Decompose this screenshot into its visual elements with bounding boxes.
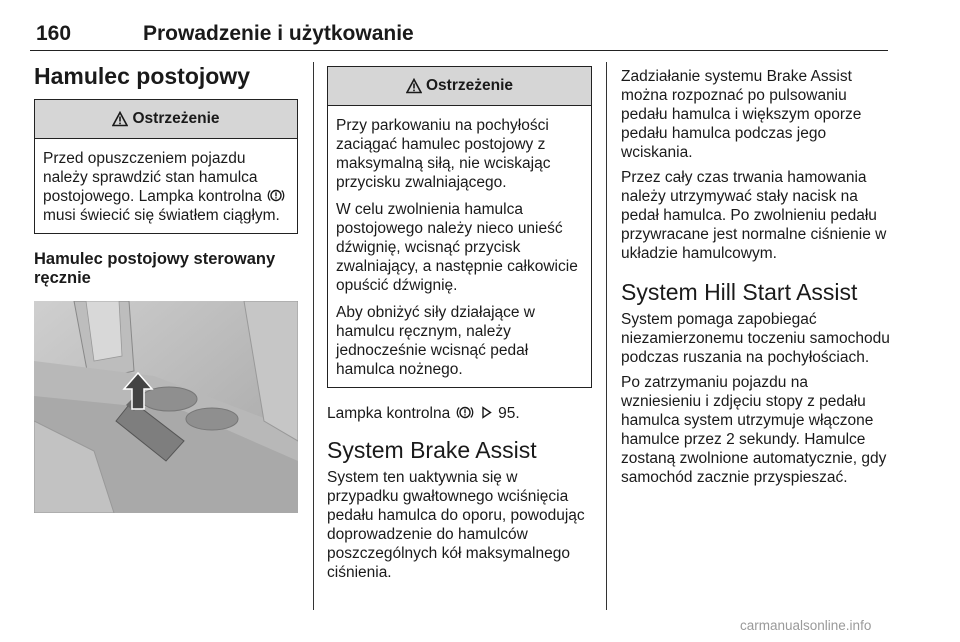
warning-header (328, 67, 591, 106)
page-reference-arrow-icon[interactable] (481, 406, 492, 419)
warning-paragraph: Przy parkowaniu na pochyłości zaciągać hamulec postojowy z maksymalną siłą, nie wciskając przycisku zwalniającego. (336, 117, 551, 191)
warning-paragraph: Aby obniżyć siły działające w hamulcu ręcznym, należy jednocześnie wcisnąć pedał hamulca nożnego. (336, 304, 536, 378)
hill-start-paragraph: Po zatrzymaniu pojazdu na wzniesieniu i zdjęciu stopy z pedału hamulca system utrzymuje włączone hamulce przez 2 sekundy. Hamulce zostaną zwolnione automatycznie, gdy samochód zacznie przyspieszać. (621, 373, 887, 486)
warning-text: Przed opuszczeniem pojazdu należy sprawdzić stan hamulca postojowego. Lampka kontrolna musi świecić się światłem ciągłym. (43, 149, 289, 225)
page-header (30, 0, 888, 51)
brake-assist-paragraph: System ten uaktywnia się w przypadku gwałtownego wciśnięcia pedału hamulca do oporu, powodując doprowadzenie do hamulców poszczególnych kół maksymalnego ciśnienia. (327, 468, 585, 581)
section-heading-parking-brake: Hamulec postojowy (34, 63, 250, 89)
page-reference-link[interactable]: 95. (498, 405, 520, 422)
column-2 (327, 66, 592, 588)
column-1 (34, 55, 298, 513)
warning-triangle-icon (406, 78, 422, 94)
warning-box (34, 99, 298, 234)
warning-body (328, 106, 591, 387)
warning-triangle-icon (112, 111, 128, 127)
body-paragraph: Zadziałanie systemu Brake Assist można rozpoznać po pulsowaniu pedału hamulca i większym oporze pedału hamulca podczas jego wciskania. (621, 68, 862, 161)
column-divider (313, 62, 314, 610)
running-header-title: Prowadzenie i użytkowanie (143, 22, 414, 45)
warning-header (35, 100, 297, 139)
watermark: carmanualsonline.info (740, 618, 872, 633)
section-heading-hill-start-assist: System Hill Start Assist (621, 279, 858, 305)
warning-title: Ostrzeżenie (132, 109, 220, 127)
subheading-manual-parking-brake: Hamulec postojowy sterowany ręcznie (34, 249, 276, 288)
page-number: 160 (36, 22, 72, 45)
warning-body (35, 139, 297, 233)
section-heading-brake-assist: System Brake Assist (327, 437, 537, 463)
warning-title: Ostrzeżenie (425, 77, 513, 94)
parking-brake-lever-illustration (34, 301, 298, 513)
warning-paragraph: W celu zwolnienia hamulca postojowego należy nieco unieść dźwignię, wcisnąć przycisk zwalniający, a następnie całkowicie opuścić dźwignię. (336, 201, 578, 294)
warning-box (327, 66, 592, 388)
body-paragraph: Przez cały czas trwania hamowania należy utrzymywać stały nacisk na pedał hamulca. Po zwolnieniu pedału przywracane jest normalne ciśnienie w układzie hamulcowym. (621, 169, 887, 262)
lamp-reference: Lampka kontrolna 95. (327, 405, 520, 422)
brake-warning-lamp-icon (267, 188, 285, 203)
hill-start-paragraph: System pomaga zapobiegać niezamierzonemu toczeniu samochodu podczas ruszania na pochyłościach. (621, 310, 890, 366)
column-divider (606, 62, 607, 610)
brake-warning-lamp-icon (456, 405, 474, 420)
column-3 (621, 67, 891, 493)
